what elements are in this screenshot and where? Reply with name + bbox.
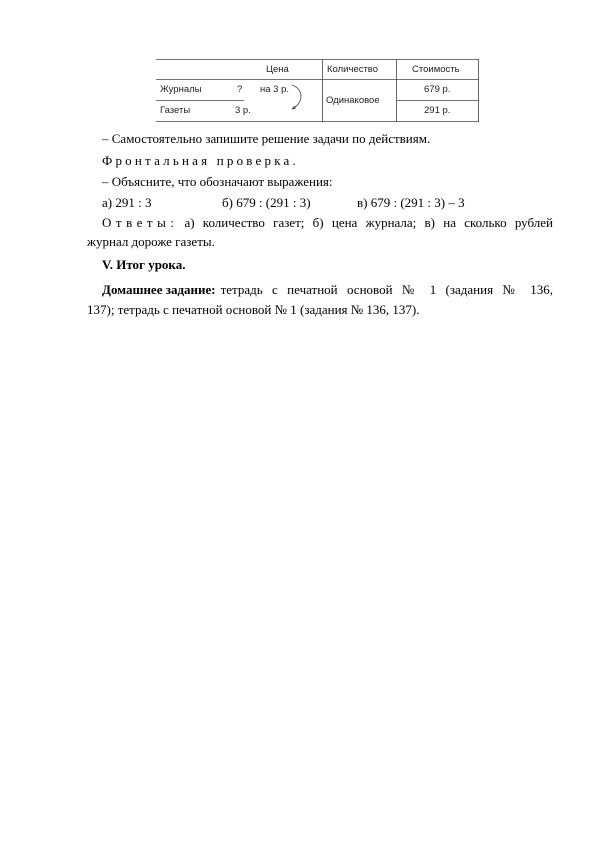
- expression-a: а) 291 : 3: [102, 195, 152, 210]
- answers-label: Ответы:: [102, 215, 179, 230]
- frontal-check-heading: Фронтальная проверка.: [102, 153, 299, 168]
- homework-text: тетрадь с печатной основой № 1 (задания № 136,: [220, 282, 553, 297]
- answers-line: [102, 215, 553, 230]
- quantity-merged: Одинаковое: [326, 95, 380, 106]
- newspaper-price: 3 р.: [235, 105, 251, 116]
- header-price: Цена: [266, 64, 289, 75]
- expression-c: в) 679 : (291 : 3) – 3: [357, 195, 465, 210]
- expression-b: б) 679 : (291 : 3): [222, 195, 311, 210]
- magazine-cost: 679 р.: [424, 84, 451, 95]
- newspaper-cost: 291 р.: [424, 105, 451, 116]
- homework-label: Домашнее задание:: [102, 282, 216, 297]
- section-v-heading: V. Итог урока.: [102, 257, 186, 272]
- header-quantity: Количество: [327, 64, 379, 75]
- header-cost: Стоимость: [412, 64, 460, 75]
- task-line: – Самостоятельно запишите решение задачи по действиям.: [102, 131, 431, 146]
- answers-text: а) количество газет; б) цена журнала; в) на сколько рублей: [184, 215, 553, 230]
- row-label-magazines: Журналы: [160, 84, 202, 95]
- row-label-newspapers: Газеты: [160, 105, 191, 116]
- homework-line: [102, 282, 553, 297]
- problem-table: [156, 59, 479, 122]
- homework-continuation: 137); тетрадь с печатной основой № 1 (задания № 136, 137).: [87, 302, 420, 317]
- magazine-price: ?: [237, 84, 243, 95]
- explain-line: – Объясните, что обозначают выражения:: [102, 174, 333, 189]
- price-difference: на 3 р.: [260, 84, 290, 95]
- answers-continuation: журнал дороже газеты.: [87, 234, 215, 249]
